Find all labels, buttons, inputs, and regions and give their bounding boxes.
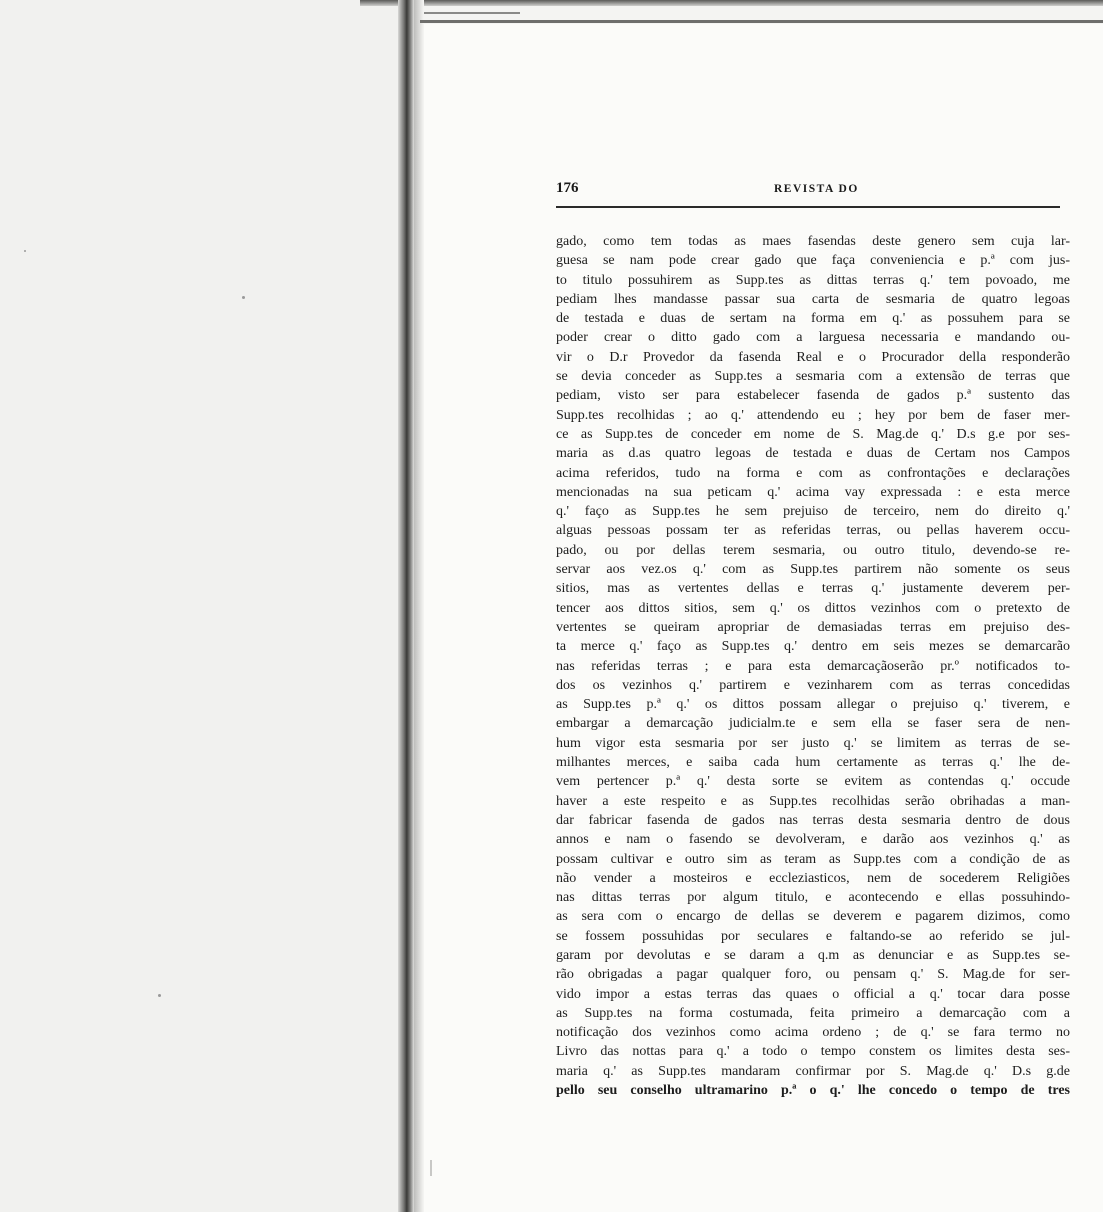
text-line: possam cultivar e outro sim as teram as Supp.tes com a condição de as (556, 851, 1070, 867)
text-line: nas referidas terras ; e para esta demarcaçãoserão pr.º notificados to- (556, 658, 1070, 674)
text-line: tencer aos dittos sitios, sem q.' os dittos vezinhos com o pretexto de (556, 600, 1070, 616)
text-line: pediam lhes mandasse passar sua carta de sesmaria de quatro legoas (556, 291, 1070, 307)
text-line: annos e nam o fasendo se devolveram, e darão aos vezinhos q.' as (556, 832, 1070, 848)
text-line: as Supp.tes na forma costumada, feita primeiro a demarcação com a (556, 1005, 1070, 1021)
text-line: ta merce q.' faço as Supp.tes q.' dentro em seis mezes se demarcarão (556, 639, 1070, 655)
text-line: as sera com o encargo de dellas se deverem e pagarem dizimos, como (556, 909, 1070, 925)
text-line: não vender a mosteiros e eccleziasticos, nem de socederem Religiões (556, 870, 1070, 886)
text-line: nas dittas terras por algum titulo, e acontecendo e ellas possuhindo- (556, 890, 1070, 906)
text-line: maria as d.as quatro legoas de testada e duas de Certam nos Campos (556, 446, 1070, 462)
header-rule (556, 206, 1060, 208)
running-head (556, 180, 1060, 202)
text-line: Livro das nottas para q.' a todo o tempo constem os limites desta ses- (556, 1044, 1070, 1060)
text-line: sitios, mas as vertentes dellas e terras q.' justamente deverem per- (556, 581, 1070, 597)
text-line: poder crear o ditto gado com a larguesa necessaria e mandando ou- (556, 330, 1070, 346)
text-line: pediam, visto ser para estabelecer fasenda de gados p.ª sustento das (556, 388, 1070, 404)
paper-speck (24, 250, 26, 252)
text-line: ce as Supp.tes de conceder em nome de S. Mag.de q.' D.s g.e por ses- (556, 426, 1070, 442)
text-line: as Supp.tes p.ª q.' os dittos possam allegar o prejuiso q.' tiverem, e (556, 697, 1070, 713)
text-line: guesa se nam pode crear gado que faça conveniencia e p.ª com jus- (556, 253, 1070, 269)
text-line: haver a este respeito e as Supp.tes recolhidas serão obrihadas a man- (556, 793, 1070, 809)
text-line: dos os vezinhos q.' partirem e vezinharem com as terras concedidas (556, 677, 1070, 693)
text-line: alguas pessoas possam ter as referidas terras, ou pellas haverem occu- (556, 523, 1070, 539)
text-line: q.' faço as Supp.tes he sem prejuiso de terceiro, nem do direito q.' (556, 504, 1070, 520)
text-line: embargar a demarcação judicialm.te e sem ella se faser sera de nen- (556, 716, 1070, 732)
text-line: vir o D.r Provedor da fasenda Real e o Procurador della responderão (556, 349, 1070, 365)
text-line: Supp.tes recolhidas ; ao q.' attendendo eu ; hey por bem de faser mer- (556, 407, 1070, 423)
text-line: acima referidos, tudo na forma e com as confrontações e declarações (556, 465, 1070, 481)
book-gutter (398, 0, 414, 1212)
page-top-rule (420, 20, 1103, 23)
gutter-mark (430, 1160, 432, 1176)
text-line: dar fabricar fasenda de gados nas terras desta sesmaria dentro de dous (556, 812, 1070, 828)
text-line: rão obrigadas a pagar qualquer foro, ou pensam q.' S. Mag.de for ser- (556, 967, 1070, 983)
text-line: milhantes merces, e saiba cada hum certamente as terras q.' lhe de- (556, 755, 1070, 771)
text-line: maria q.' as Supp.tes mandaram confirmar por S. Mag.de q.' D.s g.de (556, 1063, 1070, 1079)
text-line: vido impor a estas terras das quaes o official a q.' tocar dara posse (556, 986, 1070, 1002)
text-line: to titulo possuhirem as Supp.tes as dittas terras q.' tem povoado, me (556, 272, 1070, 288)
gutter-shadow (414, 0, 424, 1212)
page-number: 176 (556, 180, 579, 196)
text-line: se devia conceder as Supp.tes a sesmaria com a extensão de terras que (556, 369, 1070, 385)
text-line: hum vigor esta sesmaria por ser justo q.' se limitem as terras de se- (556, 735, 1070, 751)
text-line: de testada e duas de sertam na forma em q.' as possuhem para se (556, 311, 1070, 327)
text-line: vem pertencer p.ª q.' desta sorte se evitem as contendas q.' occude (556, 774, 1070, 790)
text-line: vertentes se queiram apropriar de demasiadas terras em prejuiso des- (556, 619, 1070, 635)
page-top-edge (360, 0, 1103, 6)
text-line: gado, como tem todas as maes fasendas deste genero sem cuja lar- (556, 234, 1070, 249)
text-line: mencionadas na sua peticam q.' acima vay expressada : e esta merce (556, 484, 1070, 500)
text-line: notificação dos vezinhos como acima ordeno ; de q.' se fara termo no (556, 1025, 1070, 1041)
text-line: servar aos vez.os q.' com as Supp.tes partirem não somente os seus (556, 562, 1070, 578)
body-text (556, 232, 1070, 1100)
text-line: pado, ou por dellas terem sesmaria, ou outro titulo, devendo-se re- (556, 542, 1070, 558)
blank-facing-page (0, 0, 400, 1212)
text-line: garam por devolutas e se daram a q.m as denunciar e as Supp.tes se- (556, 947, 1070, 963)
text-line: se fossem possuhidas por seculares e faltando-se ao referido se jul- (556, 928, 1070, 944)
paper-speck (242, 296, 245, 299)
running-head-title: REVISTA DO (774, 183, 859, 195)
paper-speck (158, 994, 161, 997)
text-line: pello seu conselho ultramarino p.ª o q.' lhe concedo o tempo de tres (556, 1083, 1070, 1099)
